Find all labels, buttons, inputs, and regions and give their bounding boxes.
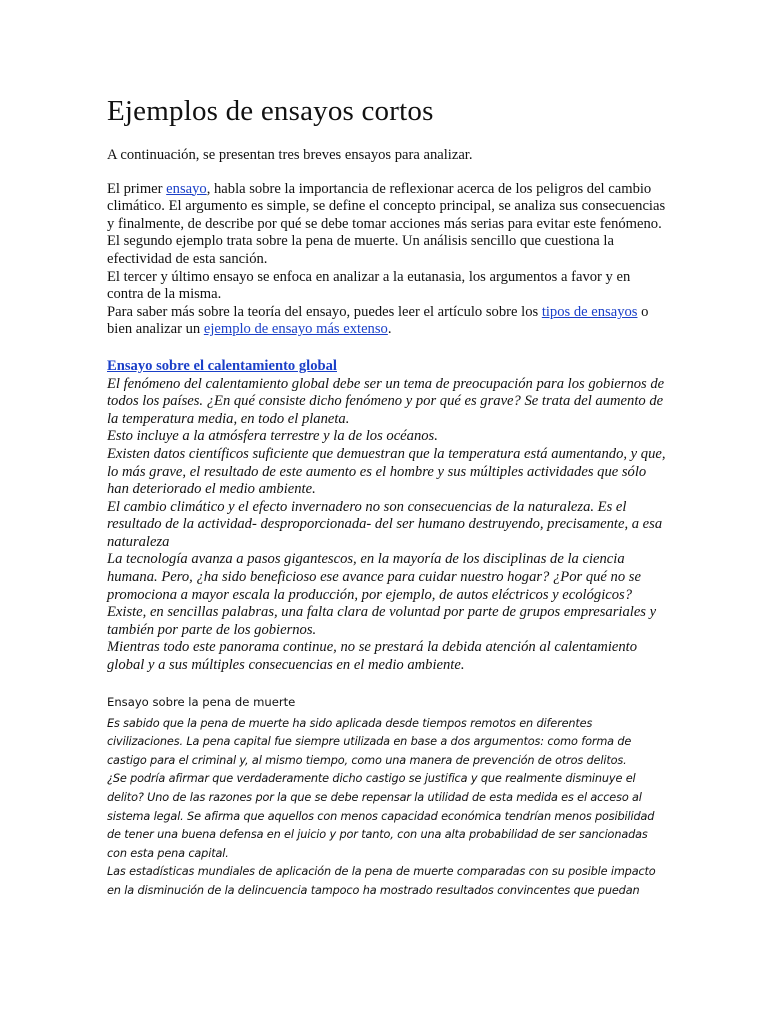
paragraph-text: . xyxy=(387,321,392,338)
section-paragraph: Mientras todo este panorama continue, no se prestará la debida atención al calentamiento global y a sus múltiples consecuencias en el medio ambiente. xyxy=(107,639,638,674)
section-paragraph: Las estadísticas mundiales de aplicación de la pena de muerte comparadas con su posible impacto en la disminución de la delincuencia tampoco ha mostrado resultados convincentes que puedan xyxy=(107,865,656,897)
section-paragraph: El fenómeno del calentamiento global debe ser un tema de preocupación para los gobiernos de todos los países. ¿En qué consiste dicho fenómeno y por qué es grave? Se trata del aumento de la temperatura media, en todo el planeta. xyxy=(107,375,665,427)
section-title-pena-de-muerte: Ensayo sobre la pena de muerte xyxy=(107,694,296,709)
paragraph-third-essay: El tercer y último ensayo se enfoca en analizar a la eutanasia, los argumentos a favor y en contra de la misma. xyxy=(107,268,631,303)
section-paragraph: ¿Se podría afirmar que verdaderamente dicho castigo se justifica y que realmente disminuye el delito? Uno de las razones por la que se debe repensar la utilidad de esta medida es el acceso al sistema legal. Se afirma que aquellos con menos capacidad económica tendrían menos posibilidad de tener una buena defensa en el juicio y por tanto, con una alta probabilidad de ser sancionadas con esta pena capital. xyxy=(107,772,655,860)
section-paragraph: La tecnología avanza a pasos gigantescos, en la mayoría de los disciplinas de la ciencia humana. Pero, ¿ha sido beneficioso ese avance para cuidar nuestro hogar? ¿Por qué no se promociona a mayor escala la producción, por ejemplo, de autos eléctricos y ecológicos? xyxy=(107,551,641,603)
paragraph-text: , habla sobre la importancia de reflexionar acerca de los peligros del cambio climático. El argumento es simple, se define el concepto principal, se analiza sus consecuencias y finalmente, de describe por qué se debe tomar acciones más serias para evitar este fenómeno. xyxy=(107,180,666,232)
section-paragraph: El cambio climático y el efecto invernadero no son consecuencias de la naturaleza. Es el resultado de la actividad- desproporcionada- del ser humano destruyendo, precisamente, a esa naturaleza xyxy=(107,498,663,550)
page-title: Ejemplos de ensayos cortos xyxy=(107,95,434,127)
paragraph-text: El primer xyxy=(107,180,167,197)
paragraph-more-info xyxy=(107,304,668,339)
section-title-calentamiento-global-link[interactable]: Ensayo sobre el calentamiento global xyxy=(107,357,337,374)
section-pena-de-muerte xyxy=(107,694,668,901)
section-paragraph: Es sabido que la pena de muerte ha sido aplicada desde tiempos remotos en diferentes civilizaciones. La pena capital fue siempre utilizada en base a dos argumentos: como forma de castigo para el criminal y, al mismo tiempo, como una manera de prevención de otros delitos. xyxy=(107,716,632,767)
intro-paragraph: A continuación, se presentan tres breves ensayos para analizar. xyxy=(107,147,473,163)
ensayo-link[interactable]: ensayo xyxy=(166,180,207,197)
section-paragraph: Esto incluye a la atmósfera terrestre y la de los océanos. xyxy=(107,428,438,445)
paragraph-text: Para saber más sobre la teoría del ensayo, puedes leer el artículo sobre los xyxy=(107,303,542,320)
section-paragraph: Existe, en sencillas palabras, una falta clara de voluntad por parte de grupos empresariales y también por parte de los gobiernos. xyxy=(107,604,657,638)
tipos-de-ensayos-link[interactable]: tipos de ensayos xyxy=(541,303,638,320)
section-paragraph: Existen datos científicos suficiente que demuestran que la temperatura está aumentando, y que, lo más grave, el resultado de este aumento es el hombre y sus múltiples actividades que sólo han deteriorado el medio ambiente. xyxy=(107,445,666,498)
paragraph-first-essay xyxy=(107,181,668,234)
ejemplo-ensayo-extenso-link[interactable]: ejemplo de ensayo más extenso xyxy=(203,321,388,338)
paragraph-second-essay: El segundo ejemplo trata sobre la pena de muerte. Un análisis sencillo que cuestiona la efectividad de esta sanción. xyxy=(107,233,614,267)
paragraph-text: o bien analizar un xyxy=(107,303,649,338)
section-calentamiento-global xyxy=(107,357,668,675)
